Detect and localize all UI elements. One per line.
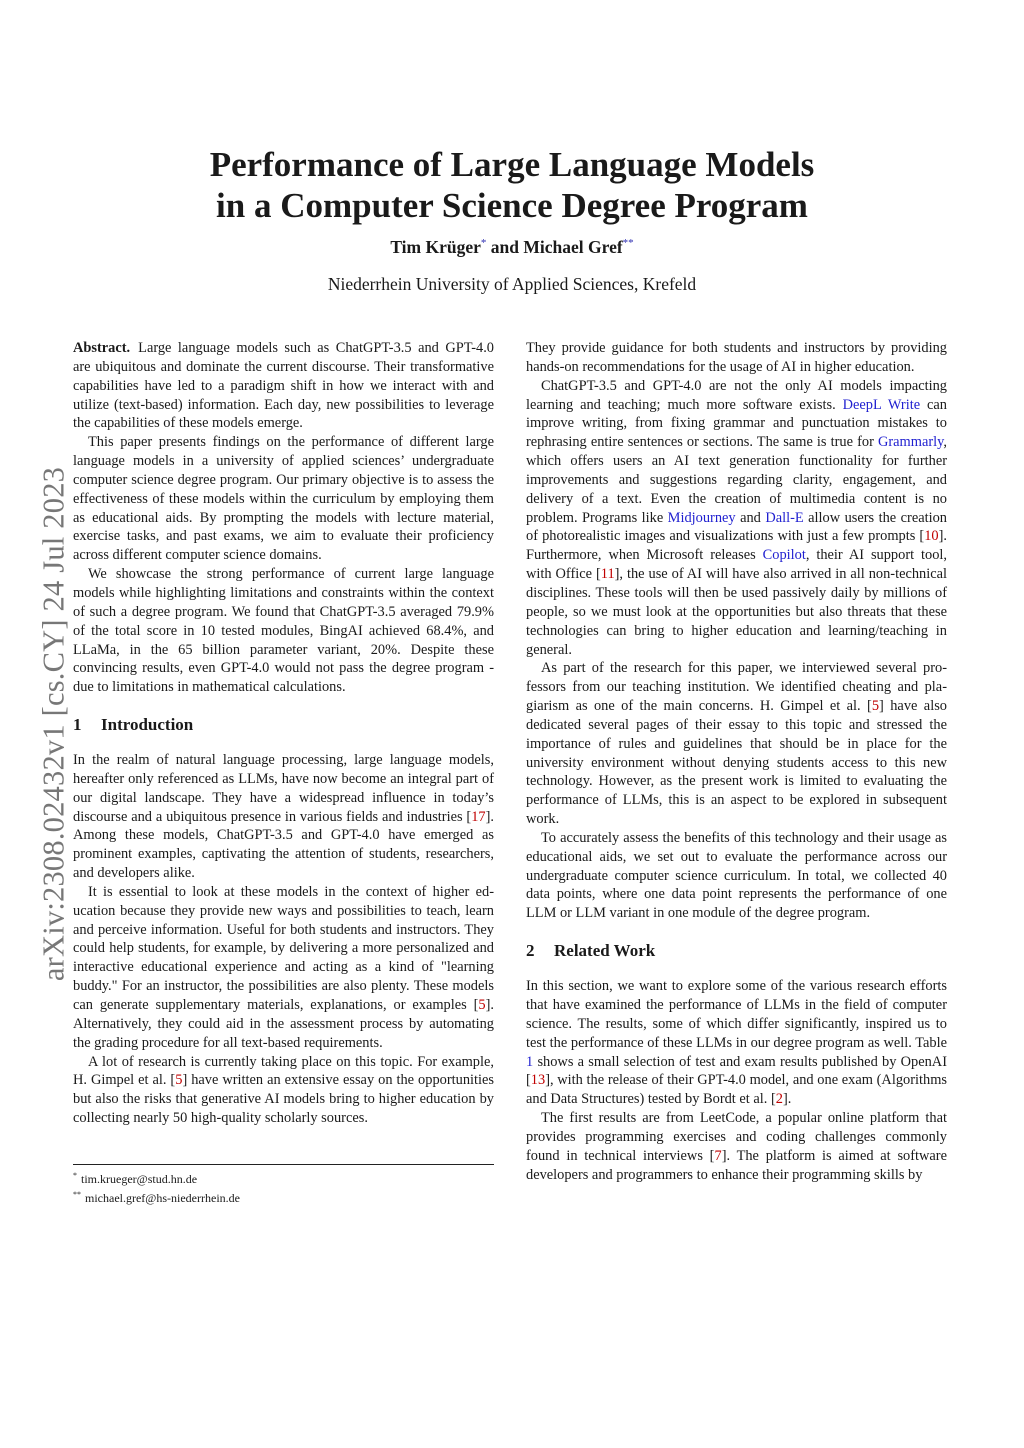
intro-paragraph-6: As part of the research for this paper, we interviewed several professors from our teaching institution. We identified cheating and plagiarism as one of the main concerns. H. Gimpel et al. [5] have also dedicated several pages of their essay to this topic and stressed the importance of rules and guidelines that should be in place for the university environment without denying students access to this new technology. However, as the present work is limited to evaluating the performance of LLMs, this is an aspect to be explored in subsequent work.: [526, 660, 947, 828]
related-paragraph-1: In this section, we want to explore some of the various research efforts that have examined the performance of LLMs in the field of computer science. The results, some of which differ significantly, inspired us to test the performance of these LLMs in our degree program as well. Table 1 shows a small selection of test and exam results published by OpenAI [13], with the release of their GPT-4.0 model, and one exam (Algorithms and Data Structures) tested by Bordt et al. [2].: [526, 978, 947, 1108]
author-1-mark[interactable]: *: [480, 237, 487, 249]
abstract-paragraph-1: [73, 339, 494, 433]
abstract-p1-text: Large language models such as ChatGPT-3.5 and GPT-4.0 are ubiquitous and dominate the current discourse. Their transformative capabilities have led to a paradigm shift in how we interact with and utilize (text-based) information. Each day, new possibilities to leverage the capabilities of these models emerge.: [73, 340, 494, 432]
section-number: 2: [526, 941, 535, 961]
intro-paragraph-5: ChatGPT-3.5 and GPT-4.0 are not the only AI models impacting learning and teaching; much more software exists. DeepL Write can improve writing, from fixing grammar and punctuation mistakes to rephrasing entire sentences or sections. The same is true for Grammarly, which offers users an AI text generation functionality for further improvements and suggestions regarding clarity, engagement, and delivery of a text. Even the creation of multimedia content is no problem. Programs like Midjourney and Dall-E allow users the creation of photorealistic images and visualizations with just a few prompts [10]. Furthermore, when Microsoft releases Copilot, their AI support tool, with Office [11], the use of AI will have also arrived in all non-technical disciplines. These tools will then be used passively daily by millions of people, so we must look at the opportunities but also threats that these technologies can bring to higher education and learning/teaching in general.: [526, 377, 948, 658]
left-column: [73, 339, 494, 1128]
abstract-label: Abstract.: [73, 340, 131, 356]
citation-link[interactable]: 13: [530, 1072, 546, 1089]
footnote-email-1[interactable]: tim.krueger@stud.hn.de: [81, 1172, 198, 1186]
section-title: Introduction: [101, 715, 194, 735]
footnote-1: * tim.krueger@stud.hn.de: [73, 1171, 198, 1186]
link-midjourney[interactable]: Midjourney: [667, 509, 736, 526]
link-copilot[interactable]: Copilot: [762, 547, 806, 564]
citation-link[interactable]: 5: [871, 698, 880, 715]
citation-link[interactable]: 10: [924, 528, 939, 545]
table-link[interactable]: 1: [526, 1053, 534, 1070]
citation-link[interactable]: 7: [714, 1147, 722, 1164]
footnote-2: ** michael.gref@hs-niederrhein.de: [73, 1190, 240, 1205]
intro-paragraph-4: They provide guidance for both students and instructors by providing hands-on recommendations for the usage of AI in higher education.: [526, 340, 947, 375]
section-number: 1: [73, 715, 82, 735]
citation-link[interactable]: 2: [775, 1091, 783, 1108]
author-2-mark[interactable]: **: [622, 237, 634, 249]
citation-link[interactable]: 5: [478, 997, 486, 1013]
related-paragraph-2: The first results are from LeetCode, a popular online platform that provides programming exercises and coding challenges commonly found in technical interviews [7]. The platform is aimed at software developers and programmers to enhance their programming skills by: [526, 1110, 947, 1183]
intro-paragraph-3: A lot of research is currently taking place on this topic. For example, H. Gimpel et al. [5] have written an extensive essay on the opportunities but also the risks that generative AI models bring to higher education by collecting nearly 50 high-quality scholarly sources.: [73, 1053, 494, 1127]
link-deepl-write[interactable]: DeepL Write: [842, 396, 921, 413]
footnotes: [73, 1168, 494, 1206]
link-grammarly[interactable]: Grammarly: [877, 434, 944, 451]
title-line-2: in a Computer Science Degree Program: [216, 186, 808, 225]
abstract-paragraph-2: This paper presents findings on the performance of different large language models in a university of applied sciences’ undergraduate computer science degree program. Our primary objective is to assess the effectiveness of these models within the curriculum by employing them as educational aids. By prompting the models with lecture material, exercise tasks, and past exams, we aim to evaluate their proficiency across different computer science domains.: [73, 434, 494, 564]
title-line-1: Performance of Large Language Models: [209, 145, 815, 184]
footnote-rule: [73, 1164, 494, 1165]
citation-link[interactable]: 5: [175, 1072, 183, 1089]
intro-paragraph-7: To accurately assess the benefits of this technology and their usage as educational aids, we set out to evaluate the performance across our undergraduate computer science curriculum. In total, we collected 40 data points, where one data point represents the performance of one LLM or LLM variant in one module of the degree program.: [526, 829, 947, 922]
intro-paragraph-2: It is essential to look at these models in the context of higher education because they provide new ways and possibilities to teach, learn and perceive information. Useful for both students and instructors. They could help students, for example, by delivering a more personalized and interactive educational experience and acting as a kind of "learning buddy." For an instructor, the possibilities are also plenty. These models can generate supplementary materials, explanations, or examples [5]. Alternatively, they could aid in the assessment process by automating the grading procedure for all text-based requirements.: [73, 883, 494, 1051]
author-and: and: [490, 237, 519, 257]
abstract-paragraph-3: We showcase the strong performance of current large language models while highlighting limitations and constraints within the context of such a degree program. We found that ChatGPT-3.5 averaged 79.9% of the total score in 10 tested modules, BingAI achieved 68.4%, and LLaMa, in the 65 billion parameter variant, 20%. Despite these convincing results, even GPT-4.0 would not pass the degree program - due to limitations in mathematical calculations.: [73, 566, 494, 696]
author-list: [0, 237, 1024, 258]
right-column: [526, 339, 947, 1184]
citation-link[interactable]: 17: [471, 808, 486, 825]
section-heading-introduction: [73, 714, 494, 736]
link-dall-e[interactable]: Dall-E: [765, 509, 804, 526]
section-heading-related-work: [526, 940, 947, 962]
arxiv-stamp-text: arXiv:2308.02432v1 [cs.CY] 24 Jul 2023: [36, 466, 71, 982]
footnote-email-2[interactable]: michael.gref@hs-niederrhein.de: [85, 1191, 240, 1205]
citation-link[interactable]: 11: [600, 566, 615, 583]
paper-title: [0, 144, 1024, 226]
section-title: Related Work: [554, 941, 656, 961]
author-2: Michael Gref: [523, 237, 623, 257]
intro-paragraph-1: In the realm of natural language processing, large language models, hereafter only referenced as LLMs, have now become an integral part of our digital landscape. They have a widespread influence in today’s discourse and a ubiquitous presence in various fields and industries [17]. Among these models, ChatGPT-3.5 and GPT-4.0 have emerged as prominent examples, captivating the attention of students, researchers, and developers alike.: [73, 752, 494, 882]
author-1: Tim Krüger: [390, 237, 481, 257]
affiliation: Niederrhein University of Applied Sciences, Krefeld: [327, 274, 697, 294]
